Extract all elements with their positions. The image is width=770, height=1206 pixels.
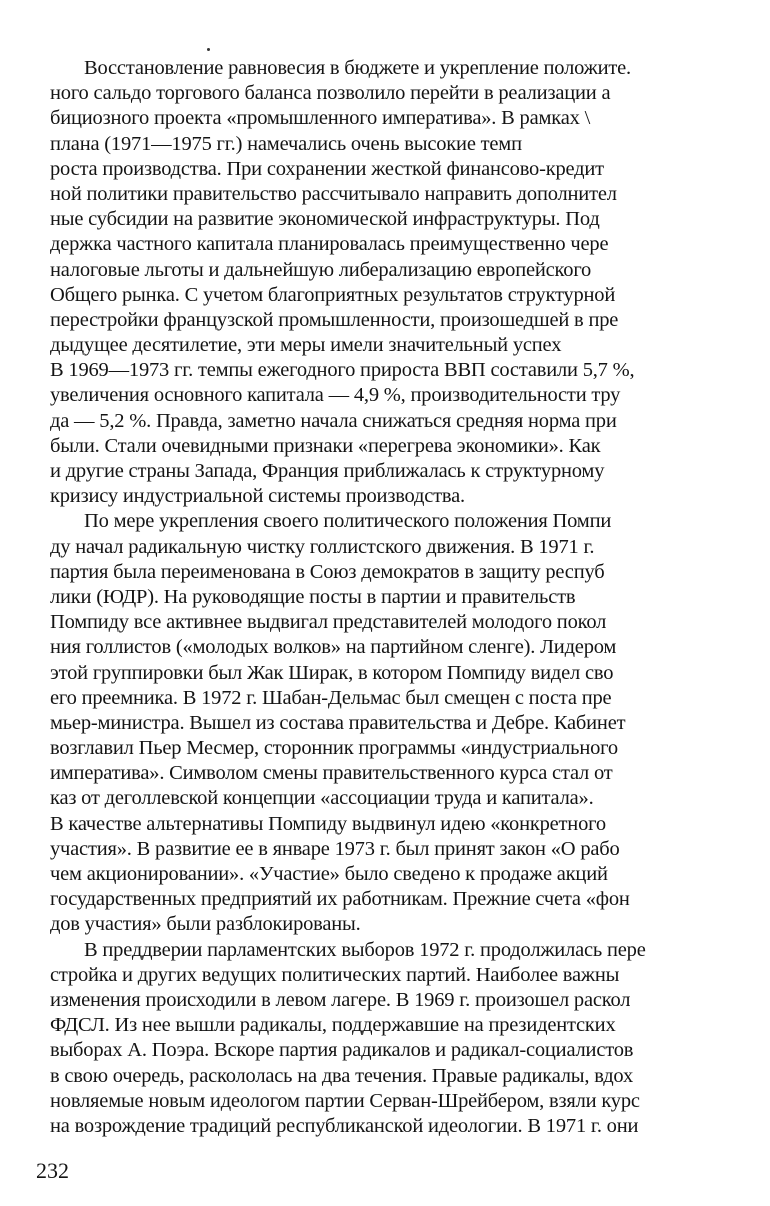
text-line: чем акционировании». «Участие» было сведено к продаже акций bbox=[50, 863, 608, 885]
text-line: да — 5,2 %. Правда, заметно начала снижаться средняя норма при bbox=[50, 409, 617, 432]
body-text bbox=[50, 56, 770, 1139]
text-line: его преемника. В 1972 г. Шабан-Дельмас был смещен с поста пре bbox=[50, 686, 612, 709]
text-line: дыдущее десятилетие, эти меры имели значительный успех bbox=[50, 334, 562, 357]
text-line: В преддверии парламентских выборов 1972 г. продолжилась пере bbox=[84, 938, 646, 961]
text-line: этой группировки был Жак Ширак, в котором Помпиду видел сво bbox=[50, 661, 614, 684]
text-line: ной политики правительство рассчитывало направить дополнител bbox=[50, 182, 617, 205]
text-line: налоговые льготы и дальнейшую либерализацию европейского bbox=[50, 258, 592, 281]
text-line: и другие страны Запада, Франция приближалась к структурному bbox=[50, 460, 605, 482]
text-line: лики (ЮДР). На руководящие посты в партии и правительств bbox=[50, 585, 576, 608]
text-line: ные субсидии на развитие экономической инфраструктуры. Под bbox=[50, 208, 600, 231]
text-line: ного сальдо торгового баланса позволило перейти в реализации а bbox=[50, 82, 611, 105]
text-line: Общего рынка. С учетом благоприятных результатов структурной bbox=[50, 283, 616, 306]
paragraph-1 bbox=[50, 56, 770, 509]
text-line: были. Стали очевидными признаки «перегрева экономики». Как bbox=[50, 434, 601, 457]
text-line: В качестве альтернативы Помпиду выдвинул идею «конкретного bbox=[50, 812, 606, 835]
text-line: дов участия» были разблокированы. bbox=[50, 913, 361, 936]
text-line: В 1969—1973 гг. темпы ежегодного прироста ВВП составили 5,7 %, bbox=[50, 359, 635, 382]
text-line: каз от деголлевской концепции «ассоциации труда и капитала». bbox=[50, 787, 594, 810]
text-line: на возрождение традиций республиканской идеологии. В 1971 г. они bbox=[50, 1114, 639, 1137]
text-line: государственных предприятий их работникам. Прежние счета «фон bbox=[50, 888, 630, 911]
page-number: 232 bbox=[36, 1158, 69, 1183]
text-line: По мере укрепления своего политического положения Помпи bbox=[84, 510, 612, 533]
text-line: стройка и других ведущих политических партий. Наиболее важны bbox=[50, 963, 620, 986]
print-speck bbox=[207, 48, 210, 51]
text-line: в свою очередь, раскололась на два течения. Правые радикалы, вдох bbox=[50, 1064, 634, 1087]
paragraph-3 bbox=[50, 938, 770, 1140]
text-line: Восстановление равновесия в бюджете и укрепление положите. bbox=[84, 57, 631, 79]
text-line: партия была переименована в Союз демократов в защиту респуб bbox=[50, 560, 605, 583]
text-line: держка частного капитала планировалась преимущественно чере bbox=[50, 233, 609, 256]
text-line: выборах А. Поэра. Вскоре партия радикалов и радикал-социалистов bbox=[50, 1039, 634, 1062]
text-line: ФДСЛ. Из нее вышли радикалы, поддержавшие на президентских bbox=[50, 1014, 616, 1037]
text-line: плана (1971—1975 гг.) намечались очень высокие темп bbox=[50, 132, 522, 155]
text-line: бициозного проекта «промышленного императива». В рамках \ bbox=[50, 107, 591, 130]
paragraph-2 bbox=[50, 509, 770, 937]
text-line: участия». В развитие ее в январе 1973 г. был принят закон «О рабо bbox=[50, 837, 620, 860]
text-line: императива». Символом смены правительственного курса стал от bbox=[50, 762, 613, 785]
text-line: возглавил Пьер Месмер, сторонник программы «индустриального bbox=[50, 737, 618, 760]
text-line: Помпиду все активнее выдвигал представителей молодого покол bbox=[50, 611, 607, 634]
text-line: мьер-министра. Вышел из состава правительства и Дебре. Кабинет bbox=[50, 711, 626, 734]
text-line: ния голлистов («молодых волков» на партийном сленге). Лидером bbox=[50, 636, 617, 659]
text-line: новляемые новым идеологом партии Серван-Шрейбером, взяли курс bbox=[50, 1089, 640, 1112]
text-line: изменения происходили в левом лагере. В 1969 г. произошел раскол bbox=[50, 988, 631, 1011]
text-line: увеличения основного капитала — 4,9 %, производительности тру bbox=[50, 384, 621, 407]
text-line: кризису индустриальной системы производства. bbox=[50, 485, 465, 508]
text-line: роста производства. При сохранении жесткой финансово-кредит bbox=[50, 157, 604, 180]
text-line: ду начал радикальную чистку голлистского движения. В 1971 г. bbox=[50, 535, 595, 558]
text-line: перестройки французской промышленности, произошедшей в пре bbox=[50, 308, 619, 331]
